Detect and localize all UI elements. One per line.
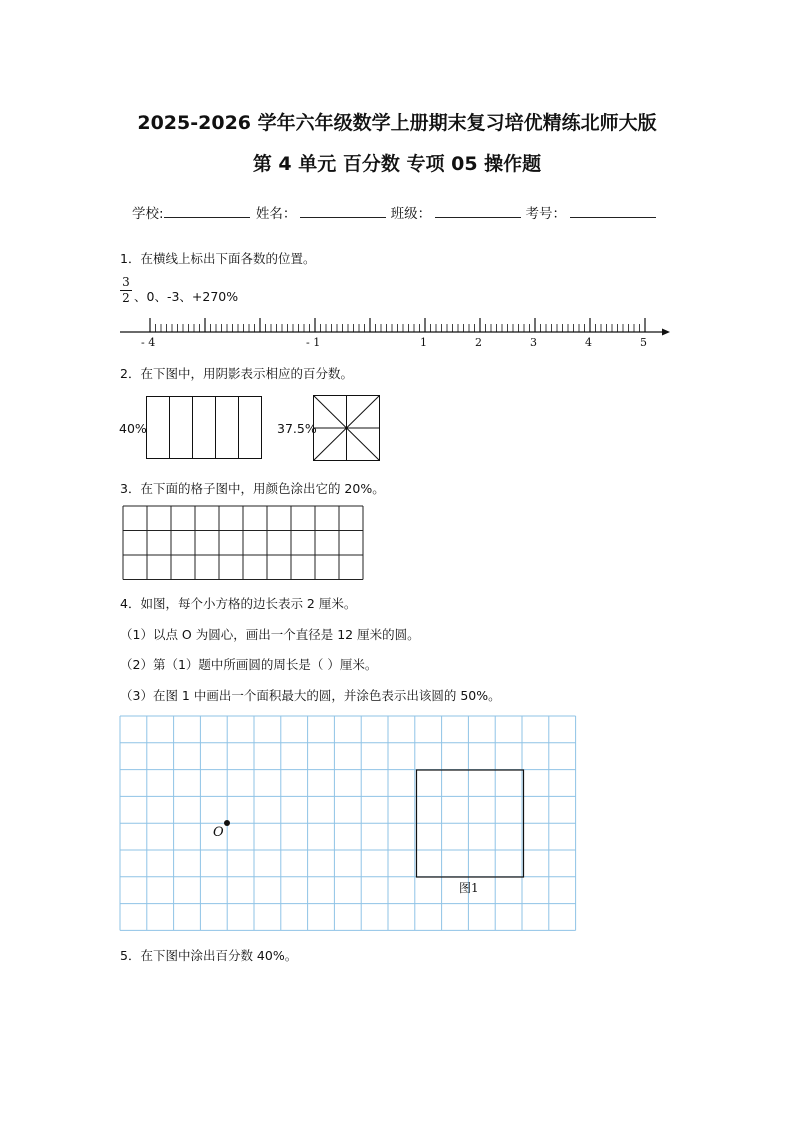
number-line[interactable]: [115, 312, 680, 352]
class-label: 班级：: [390, 206, 432, 222]
percent-label-40: 40%: [119, 421, 147, 436]
number-line-ticks: [150, 318, 645, 332]
school-label: 学校:: [132, 206, 164, 222]
percent-label-37-5: 37.5%: [277, 421, 317, 436]
name-field[interactable]: [300, 205, 386, 218]
student-info-row: [132, 202, 656, 222]
grid-30-lines: [123, 506, 363, 580]
question-2-text: 2．在下图中，用阴影表示相应的百分数。: [120, 366, 353, 381]
figure-1-label: 图1: [459, 881, 479, 895]
fraction-three-halves: [119, 276, 133, 305]
question-4-sub-3: （3）在图 1 中画出一个面积最大的圆，并涂色表示出该圆的 50%。: [120, 688, 501, 703]
name-label: 姓名：: [255, 206, 297, 222]
exam-no-field[interactable]: [570, 205, 656, 218]
question-5-text: 5．在下图中涂出百分数 40%。: [120, 948, 298, 963]
question-1-text: 1．在横线上标出下面各数的位置。: [120, 251, 316, 266]
square-grid-figure[interactable]: [119, 715, 579, 933]
question-4-sub-2: （2）第（1）题中所画圆的周长是（ ）厘米。: [120, 657, 378, 672]
point-o: [224, 820, 230, 826]
tick-label-4: 4: [585, 336, 592, 349]
question-4-sub-1: （1）以点 O 为圆心，画出一个直径是 12 厘米的圆。: [120, 627, 420, 642]
point-o-label: O: [213, 825, 224, 840]
school-field[interactable]: [164, 205, 250, 218]
grid-30-cells[interactable]: [122, 505, 365, 581]
number-line-arrow: [662, 329, 670, 336]
question-4-text: 4．如图，每个小方格的边长表示 2 厘米。: [120, 596, 357, 611]
tick-label-3: 3: [530, 336, 537, 349]
tick-label-1: 1: [420, 336, 427, 349]
exam-no-label: 考号：: [525, 206, 566, 222]
fraction-denominator: 2: [122, 291, 130, 305]
tick-label-minus-4: - 4: [141, 336, 156, 349]
question-3-text: 3．在下面的格子图中，用颜色涂出它的 20%。: [120, 481, 385, 496]
document-subtitle: 第 4 单元 百分数 专项 05 操作题: [252, 153, 542, 175]
rectangle-five-parts[interactable]: [146, 396, 263, 460]
class-field[interactable]: [435, 205, 521, 218]
square-grid-lines: [120, 716, 576, 930]
question-1-numbers: 、0、-3、+270%: [134, 289, 239, 304]
tick-label-2: 2: [475, 336, 482, 349]
tick-label-minus-1: - 1: [306, 336, 321, 349]
fraction-numerator: 3: [122, 275, 130, 289]
square-eight-parts[interactable]: [313, 395, 381, 462]
document-title: 2025-2026 学年六年级数学上册期末复习培优精练北师大版: [137, 112, 657, 134]
tick-label-5: 5: [640, 336, 647, 349]
